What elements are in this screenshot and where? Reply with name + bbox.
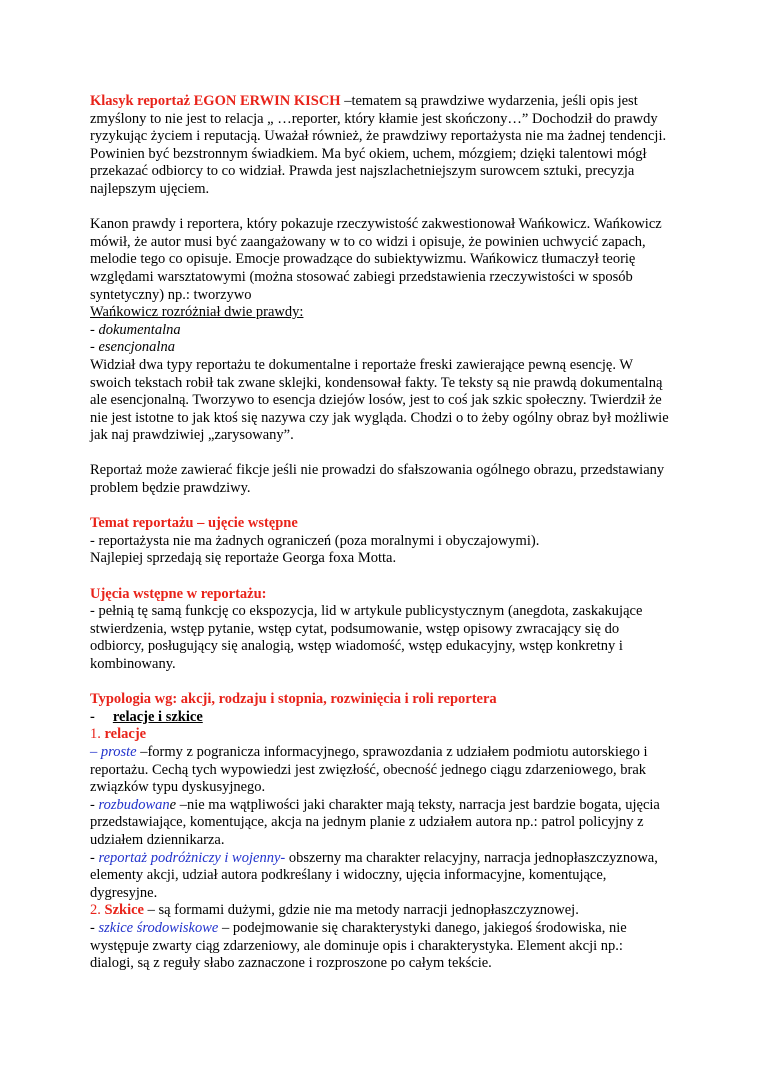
typology-bullet [90, 709, 670, 727]
simple-term: – proste [90, 743, 137, 760]
kisch-text: –tematem są prawdziwe wydarzenia, jeśli opis jest zmyślony to nie jest to relacja „ …reporter, który kłamie jest skończony…” Dochodził do prawdy ryzykując życiem i reputacją. Uważał również, że prawdziwy reportażysta nie ma żadnej tendencji. Powinien być bezstronnym świadkiem. Ma być okiem, uchem, mózgiem; dzięki talentowi mógł przekazać odbiorcy to co widział. Prawda jest najszlachetniejszym surowcem sztuki, precyzja najlepszym ujęciem. [90, 93, 667, 197]
spacer [90, 498, 670, 516]
extended-suffix: e [169, 796, 177, 813]
wankowicz-paragraph: Kanon prawdy i reportera, który pokazuje rzeczywistość zakwestionował Wańkowicz. Wańkowicz mówił, że autor musi być zaangażowany w to co widzi i opisuje, że powinien uchwycić zapach, melodie tego co opisuje. Emocje prowadzące do subiektywizmu. Wańkowicz tłumaczył teorię względami warsztatowymi (można stosować zabiegi przedstawienia rzeczywistości w sposób syntetyczny) np.: tworzywo [90, 216, 662, 303]
simple-paragraph [90, 744, 670, 797]
extended-text: –nie ma wątpliwości jaki charakter mają teksty, narracja jest bardzie bogata, ujęcia przedstawiające, komentujące, akcja na jednym planie z udziałem autora np.: patrol policyjny z udziałem dziennikarza. [90, 796, 660, 848]
relations-label: relacje [104, 726, 147, 743]
extended-term: rozbudowan [98, 796, 170, 813]
truth-item-documentary: - dokumentalna [90, 321, 181, 338]
sketches-paragraph [90, 902, 670, 920]
spacer [90, 568, 670, 586]
topic-line-1: - reportażysta nie ma żadnych ograniczeń (poza moralnymi i obyczajowymi). [90, 532, 540, 549]
travel-term: reportaż podróżniczy i wojenny- [98, 849, 286, 866]
relations-number: 1. [90, 726, 101, 743]
kisch-heading: Klasyk reportaż EGON ERWIN KISCH [90, 93, 341, 109]
travel-text: obszerny ma charakter relacyjny, narracja jednopłaszczyznowa, elementy akcji, udział autora podkreślany i widoczny, ujęcia informacyjne, komentujące, dygresyjne. [90, 849, 658, 901]
environment-term: szkice środowiskowe [98, 919, 219, 936]
travel-paragraph [90, 850, 670, 903]
document-page [90, 93, 670, 973]
topic-heading: Temat reportażu – ujęcie wstępne [90, 515, 298, 532]
sketches-label: Szkice [104, 902, 144, 919]
kisch-paragraph [90, 93, 670, 199]
sketches-number: 2. [90, 902, 101, 919]
reportage-types-paragraph: Widział dwa typy reportażu te dokumentalne i reportaże freski zawierające pewną esencję. W swoich tekstach robił tak zwane sklejki, kondensował fakty. Te teksty są nie prawdą dokumentalną ale esencjonalną. Tworzywo to esencja dziejów losów, jest to coś jak szkic społeczny. Twierdził że nie jest istotne to jak ktoś się nazywa czy jak wygląda. Chodzi o to żeby ogólny obraz był możliwie jak naj prawdziwiej „zarysowany”. [90, 356, 669, 444]
intro-paragraph: - pełnią tę samą funkcję co ekspozycja, lid w artykule publicystycznym (anegdota, zaskakujące stwierdzenia, wstęp pytanie, wstęp cytat, podsumowanie, wstęp opisowy zwracający się do odbiorcy, posługujący się analogią, wstęp wiadomość, wstęp edukacyjny, wstęp konkretny i kombinowany. [90, 603, 643, 672]
intro-heading: Ujęcia wstępne w reportażu: [90, 585, 267, 602]
travel-dash: - [90, 849, 99, 866]
bullet-dash: - [90, 708, 95, 725]
spacer [90, 445, 670, 463]
extended-paragraph [90, 797, 670, 850]
extended-dash: - [90, 796, 99, 813]
two-truths-line: Wańkowicz rozróżniał dwie prawdy: [90, 304, 304, 321]
fiction-paragraph: Reportaż może zawierać fikcje jeśli nie prowadzi do sfałszowania ogólnego obrazu, przedstawiany problem będzie prawdziwy. [90, 462, 665, 497]
spacer [90, 199, 670, 217]
simple-text: –formy z pogranicza informacyjnego, sprawozdania z udziałem podmiotu autorskiego i reportażu. Cechą tych wypowiedzi jest zwięzłość, obecność jednego ciągu zdarzeniowego, brak związków typu dyskusyjnego. [90, 743, 648, 796]
relations-heading [90, 726, 670, 744]
environment-text: – podejmowanie się charakterystyki danego, jakiegoś środowiska, nie występuje zwarty ciąg zdarzeniowy, ale dominuje opis i charakterystyka. Element akcji np.: dialogi, są z reguły słabo zaznaczone i rozproszone po całym tekście. [90, 919, 627, 972]
sketches-text: – są formami dużymi, gdzie nie ma metody narracji jednopłaszczyznowej. [143, 902, 579, 919]
spacer [90, 674, 670, 692]
environment-paragraph [90, 920, 670, 973]
typology-heading: Typologia wg: akcji, rodzaju i stopnia, rozwinięcia i roli reportera [90, 691, 497, 708]
truth-item-essential: - esencjonalna [90, 339, 175, 356]
bullet-label: relacje i szkice [112, 708, 203, 725]
topic-line-2: Najlepiej sprzedają się reportaże Georga foxa Motta. [90, 550, 397, 567]
environment-dash: - [90, 919, 99, 936]
